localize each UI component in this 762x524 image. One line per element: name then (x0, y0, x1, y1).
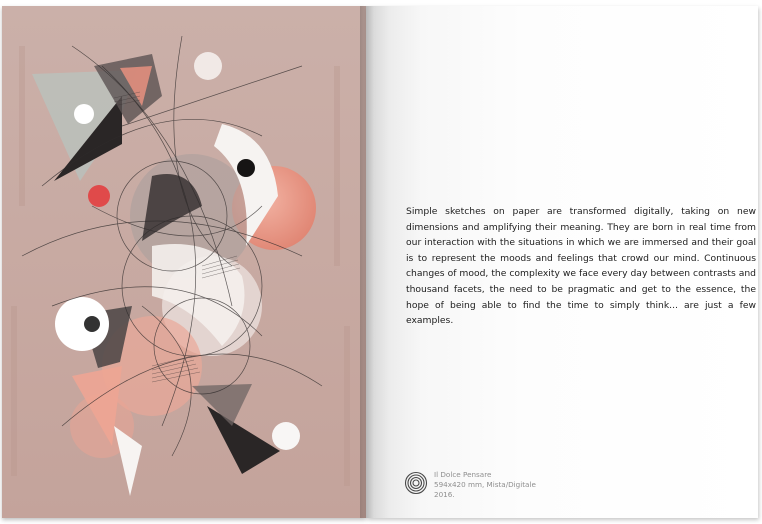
spiral-logo-icon (404, 471, 428, 495)
abstract-artwork (2, 6, 366, 518)
caption-title: Il Dolce Pensare (434, 470, 492, 479)
right-page (366, 6, 758, 518)
caption-details: 594x420 mm, Mista/Digitale (434, 479, 536, 489)
white-disc-left (55, 297, 109, 351)
black-dot (237, 159, 255, 177)
caption-year: 2016. (434, 489, 455, 499)
artwork-caption (404, 470, 536, 499)
white-dot-left (74, 104, 94, 124)
white-dot-top-right (194, 52, 222, 80)
left-page-artwork (2, 6, 366, 518)
dark-dot-on-disc (84, 316, 100, 332)
white-dot-bottom-right (272, 422, 300, 450)
red-dot (88, 185, 110, 207)
caption-text (434, 470, 536, 499)
book-gutter-shadow (360, 6, 374, 518)
body-paragraph: Simple sketches on paper are transformed digitally, taking on new dimensions and amplifying their meaning. They are born in real time from our interaction with the situations in which we are immersed and their goal is to represent the moods and feelings that crowd our mind. Continuous changes of mood, the complexity we face every day between contrasts and thousand facets, the need to be pragmatic and get to the essence, the hope of being able to find the time to simply think... are just a few examples. (406, 206, 756, 327)
